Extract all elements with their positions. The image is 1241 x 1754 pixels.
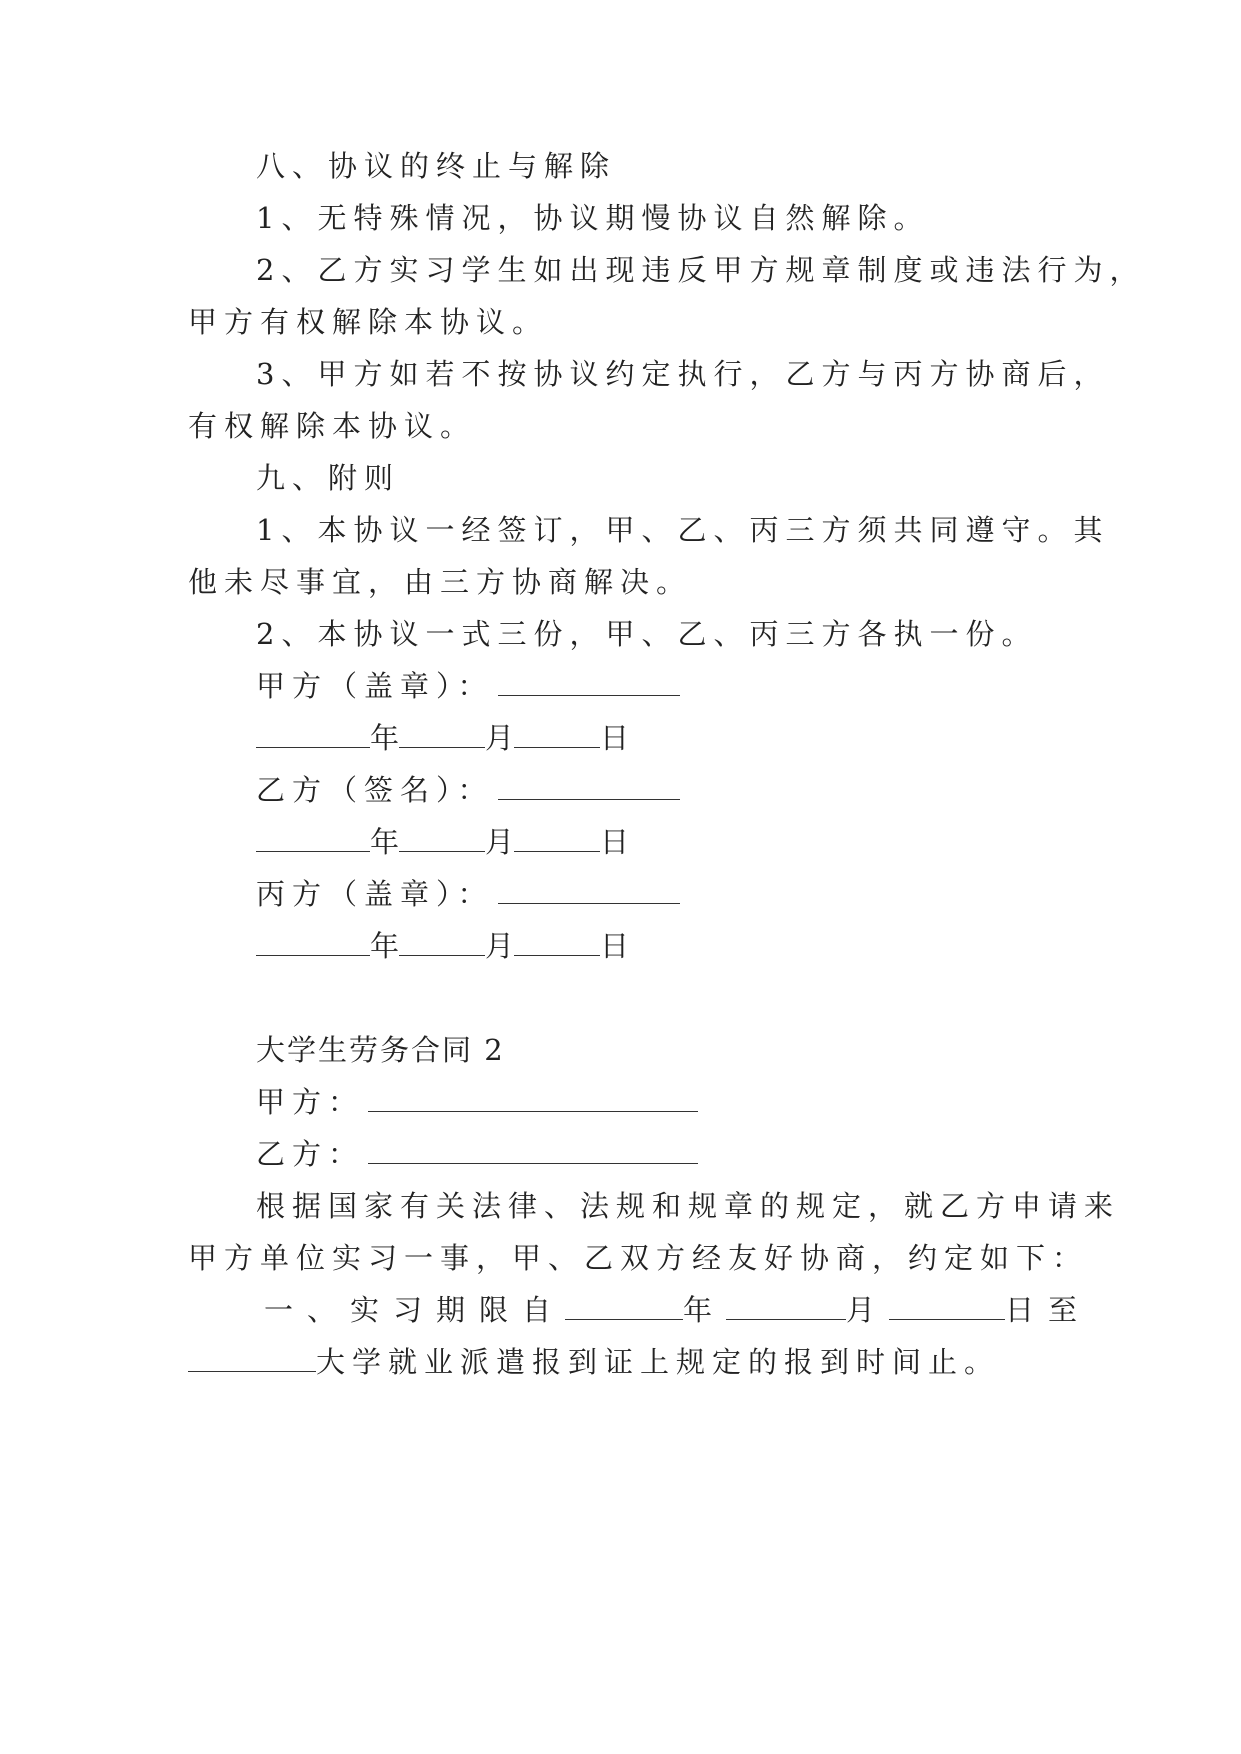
date-line-party-a [256,718,629,758]
month-blank [399,931,485,956]
day-blank [514,723,600,748]
day-label: 日 [600,929,630,963]
year-label: 年 [370,929,400,963]
year-label: 年 [370,825,400,859]
month-label: 月 [485,825,515,859]
signature-party-a [256,666,1136,706]
term-year-label: 年 [683,1293,727,1327]
section-8-item-3-line-2: 有权解除本协议。 [188,409,477,443]
section-9-item-1-line-2: 他未尽事宜，由三方协商解决。 [188,565,693,599]
section-8-item-3-line-1: 3、甲方如若不按协议约定执行，乙方与丙方协商后， [256,357,1110,391]
term-month-label: 月 [846,1293,890,1327]
intro-line-1: 根据国家有关法律、法规和规章的规定，就乙方申请来 [256,1189,1121,1223]
signature-party-c [256,874,1136,914]
party-a-label: 甲方： [256,1085,365,1119]
section-8-item-2-line-2: 甲方有权解除本协议。 [188,305,549,339]
section-8-item-2-line-1: 2、乙方实习学生如出现违反甲方规章制度或违法行为， [256,253,1146,287]
date-line-party-b [256,822,629,862]
term-day-blank [889,1295,1005,1320]
year-label: 年 [370,721,400,755]
section-8-item-1: 1、无特殊情况，协议期慢协议自然解除。 [256,201,930,235]
term-line-2 [188,1342,1068,1382]
month-blank [399,723,485,748]
signature-blank [498,775,680,800]
signature-label: 甲方（盖章）： [256,669,494,703]
term-line-2-text: 大学就业派遣报到证上规定的报到时间止。 [316,1345,1001,1379]
month-label: 月 [485,721,515,755]
year-blank [256,931,370,956]
month-label: 月 [485,929,515,963]
month-blank [399,827,485,852]
signature-blank [498,671,680,696]
term-prefix: 一、实习期限自 [264,1293,566,1327]
signature-party-b [256,770,1136,810]
signature-label: 丙方（盖章）： [256,877,494,911]
day-blank [514,827,600,852]
party-a-line [256,1082,1136,1122]
intro-line-2: 甲方单位实习一事，甲、乙双方经友好协商，约定如下： [188,1241,1089,1275]
year-blank [256,827,370,852]
section-8-heading: 八、协议的终止与解除 [256,149,617,183]
section-9-item-1-line-1: 1、本协议一经签订，甲、乙、丙三方须共同遵守。其 [256,513,1110,547]
section-9-item-2: 2、本协议一式三份，甲、乙、丙三方各执一份。 [256,617,1038,651]
party-b-label: 乙方： [256,1137,365,1171]
day-blank [514,931,600,956]
term-month-blank [726,1295,846,1320]
term-year-blank [565,1295,683,1320]
year-blank [256,723,370,748]
day-label: 日 [600,825,630,859]
term-line-1 [264,1290,1091,1330]
signature-label: 乙方（签名）： [256,773,494,807]
signature-blank [498,879,680,904]
section-9-heading: 九、附则 [256,461,401,495]
contract-2-title: 大学生劳务合同 2 [256,1033,505,1067]
term-day-to-label: 日至 [1005,1293,1092,1327]
date-line-party-c [256,926,629,966]
party-b-blank [368,1139,698,1164]
party-b-line [256,1134,1136,1174]
day-label: 日 [600,721,630,755]
university-blank [188,1347,316,1372]
party-a-blank [368,1087,698,1112]
